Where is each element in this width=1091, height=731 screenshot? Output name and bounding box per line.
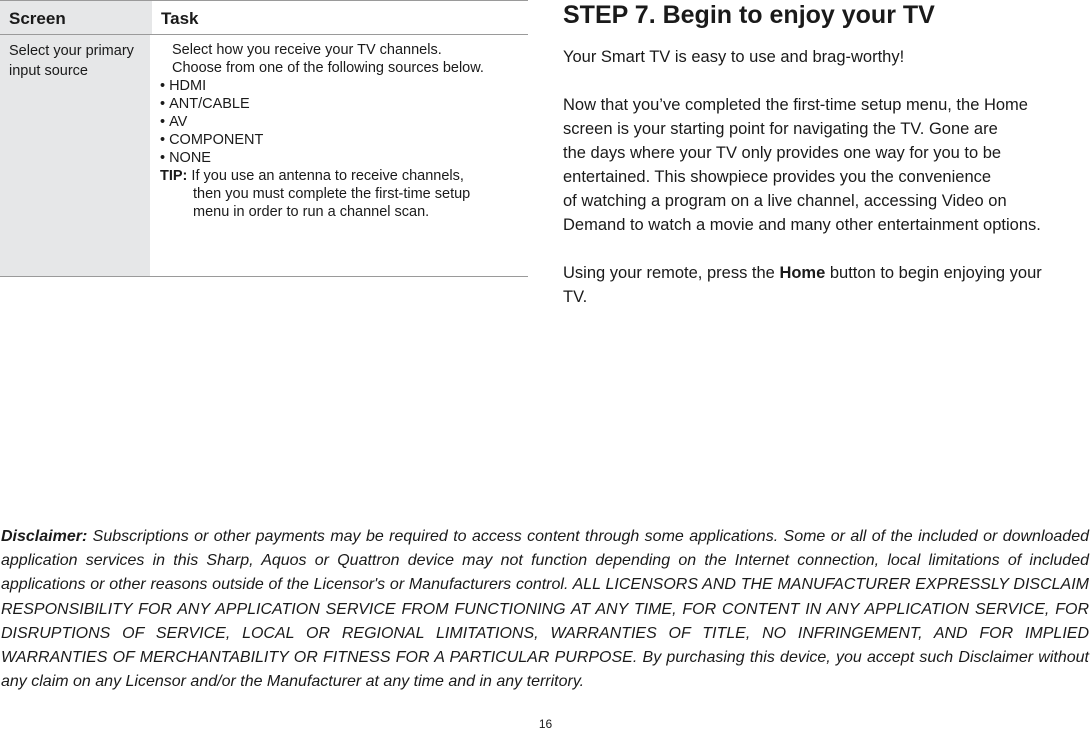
paragraph-line: TV. [563,288,588,306]
tip-text-line: If you use an antenna to receive channels, [191,168,464,184]
paragraph-line: of watching a program on a live channel, accessing Video on [563,192,1007,210]
task-column-header: Task [161,9,199,28]
table-header-row [0,1,528,35]
paragraph-line: entertained. This showpiece provides you the convenience [563,168,992,186]
paragraph-line: screen is your starting point for navigating the TV. Gone are [563,120,998,138]
screen-cell: Select your primary input source [9,43,134,79]
intro-paragraph [563,45,1088,69]
setup-table [0,0,528,277]
task-intro-line: Select how you receive your TV channels. [172,42,442,58]
list-item: • NONE [160,149,522,167]
tip-label: TIP: [160,168,188,184]
list-item: • AV [160,113,522,131]
disclaimer-label: Disclaimer: [1,528,88,545]
paragraph-text: Using your remote, press the [563,264,780,282]
disclaimer-text: Subscriptions or other payments may be required to access content through some applications. Some or all of the included or downloaded application services in this Sharp, Aquos or Quattron device may not function depending on the Internet connection, local limitations of included applications or other reasons outside of the Licensor's or Manufacturers control. ALL LICENSORS AND THE MANUFACTURER EXPRESSLY DISCLAIM RESPONSIBILITY FOR ANY APPLICATION SERVICE FROM FUNCTIONING AT ANY TIME, FOR CONTENT IN ANY APPLICATION SERVICE, FOR DISRUPTIONS OF SERVICE, LOCAL OR REGIONAL LIMITATIONS, WARRANTIES OF TITLE, NO INFRINGEMENT, AND FOR IMPLIED WARRANTIES OF MERCHANTABILITY OR FITNESS FOR A PARTICULAR PURPOSE. By purchasing this device, you accept such Disclaimer without any claim on any Licensor and/or the Manufacturer at any time and in any territory. [1,528,1089,691]
page-number: 16 [538,717,553,731]
task-intro-line: Choose from one of the following sources below. [172,60,484,76]
paragraph-line: the days where your TV only provides one way for you to be [563,144,1002,162]
tip-text-line: menu in order to run a channel scan. [193,204,430,220]
paragraph-line: Demand to watch a movie and many other entertainment options. [563,216,1041,234]
tip-text-line: then you must complete the first-time setup [193,186,471,202]
remote-paragraph [563,261,1088,309]
screen-column-header: Screen [9,9,66,28]
paragraph-line: Now that you’ve completed the first-time setup menu, the Home [563,96,1028,114]
task-intro [160,41,522,77]
paragraph-line: Your Smart TV is easy to use and brag-worthy! [563,48,905,66]
step-title: STEP 7. Begin to enjoy your TV [563,1,935,29]
input-source-list [160,77,522,167]
paragraph-text: button to begin enjoying your [825,264,1042,282]
list-item: • HDMI [160,77,522,95]
disclaimer [1,525,1089,694]
paragraph-line [563,261,1088,285]
home-screen-paragraph [563,93,1088,237]
tip-block [160,167,522,221]
list-item: • COMPONENT [160,131,522,149]
task-cell [160,41,522,221]
home-keyword: Home [779,264,826,282]
list-item: • ANT/CABLE [160,95,522,113]
